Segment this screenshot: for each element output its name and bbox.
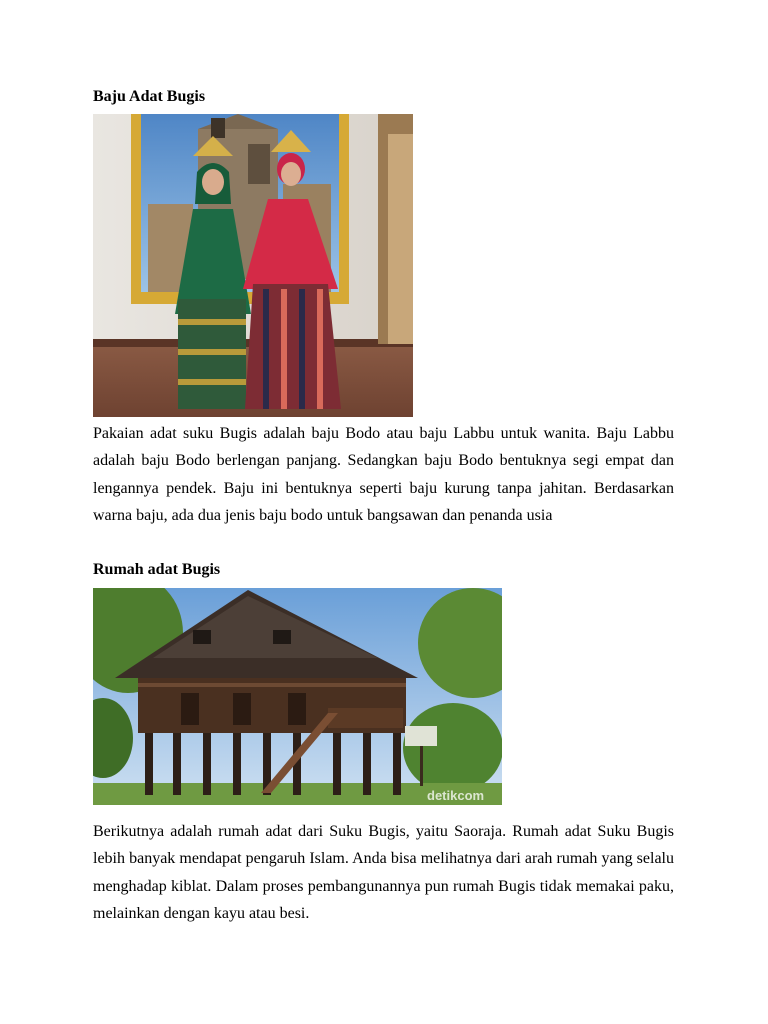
photo-watermark: detikcom bbox=[427, 788, 485, 803]
section-paragraph-baju-adat: Pakaian adat suku Bugis adalah baju Bodo atau baju Labbu untuk wanita. Baju Labbu adalah baju Bodo berlengan panjang. Sedangkan baju Bodo bentuknya segi empat dan lengannya pendek. Baju ini bentuknya seperti baju kurung tanpa jahitan. Berdasarkan warna baju, ada dua jenis baju bodo untuk bangsawan dan penanda usia bbox=[93, 425, 674, 524]
bugis-traditional-house-photo bbox=[93, 588, 502, 805]
section-paragraph-rumah-adat: Berikutnya adalah rumah adat dari Suku Bugis, yaitu Saoraja. Rumah adat Suku Bugis lebih banyak mendapat pengaruh Islam. Anda bisa melihatnya dari arah rumah yang selalu menghadap kiblat. Dalam proses pembangunannya pun rumah Bugis tidak memakai paku, melainkan dengan kayu atau besi. bbox=[93, 823, 674, 922]
bugis-traditional-clothing-photo bbox=[93, 114, 413, 417]
section-title-rumah-adat: Rumah adat Bugis bbox=[93, 561, 221, 578]
section-title-baju-adat: Baju Adat Bugis bbox=[93, 88, 206, 105]
